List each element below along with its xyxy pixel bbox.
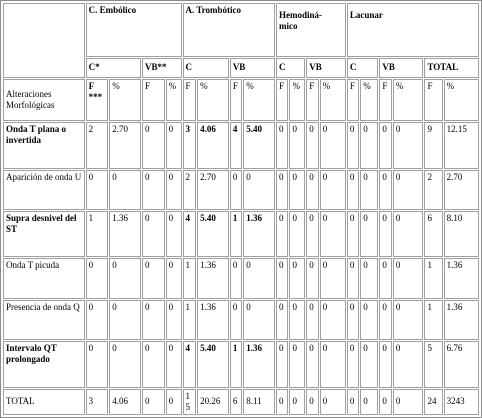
table-cell: 0 xyxy=(142,389,165,415)
table-cell: 15 xyxy=(183,389,197,415)
table-cell: 0 xyxy=(379,300,391,340)
group-header-trombotico: A. Trombótico xyxy=(183,3,275,57)
group-header-lacunar: Lacunar xyxy=(347,3,479,57)
table-cell: 0 xyxy=(289,341,305,387)
table-cell: 1 xyxy=(424,300,442,340)
table-cell: 0 xyxy=(347,258,359,298)
row-label: TOTAL xyxy=(3,389,85,415)
table-cell: 5.40 xyxy=(197,341,229,387)
column-header-cell: % xyxy=(444,79,479,121)
column-header-cell: % xyxy=(109,79,141,121)
table-cell: 0 xyxy=(289,389,305,415)
table-cell: 1 xyxy=(230,211,242,257)
sub-header-c-trombotico: C xyxy=(183,58,229,78)
group-header-hemodinamico: Hemodiná- mico xyxy=(276,3,346,57)
table-cell: 0 xyxy=(306,300,318,340)
table-row xyxy=(3,170,479,210)
sub-header-vb-hemodinamico: VB xyxy=(306,58,346,78)
table-cell: 0 xyxy=(347,300,359,340)
table-cell: 0 xyxy=(360,258,378,298)
column-header-cell: F xyxy=(276,79,288,121)
sub-header-c-lacunar: C xyxy=(347,58,379,78)
table-cell: 6 xyxy=(424,211,442,257)
column-header-row xyxy=(3,79,479,121)
table-cell: 0 xyxy=(166,170,182,210)
table-cell: 2.70 xyxy=(109,122,141,168)
table-cell: 0 xyxy=(166,300,182,340)
table-cell: 0 xyxy=(320,300,346,340)
table-row xyxy=(3,122,479,168)
table-cell: 0 xyxy=(320,170,346,210)
table-cell: 0 xyxy=(320,122,346,168)
table-cell: 2.70 xyxy=(444,170,479,210)
table-cell: 0 xyxy=(306,389,318,415)
table-cell: 0 xyxy=(230,258,242,298)
table-cell: 0 xyxy=(306,211,318,257)
table-cell: 0 xyxy=(276,170,288,210)
table-cell: 0 xyxy=(347,170,359,210)
row-label: Onda T picuda xyxy=(3,258,85,298)
table-cell: 1 xyxy=(230,341,242,387)
table-cell: 0 xyxy=(393,170,424,210)
column-header-cell: F xyxy=(424,79,442,121)
table-cell: 0 xyxy=(289,258,305,298)
table-cell: 0 xyxy=(166,122,182,168)
group-header-embolico: C. Embólico xyxy=(86,3,182,57)
table-cell: 0 xyxy=(276,211,288,257)
table-cell: 1 xyxy=(86,211,109,257)
row-label: Intervalo QT prolongado xyxy=(3,341,85,387)
column-header-cell: % xyxy=(166,79,182,121)
sub-header-vb-embolico: VB** xyxy=(142,58,182,78)
table-cell: 3243 xyxy=(444,389,479,415)
table-cell: 1.36 xyxy=(197,258,229,298)
table-cell: 0 xyxy=(360,300,378,340)
table-cell: 0 xyxy=(166,258,182,298)
table-cell: 2.70 xyxy=(197,170,229,210)
table-cell: 0 xyxy=(379,170,391,210)
table-cell: 0 xyxy=(347,211,359,257)
table-cell: 0 xyxy=(142,341,165,387)
table-row xyxy=(3,258,479,298)
table-cell: 0 xyxy=(320,211,346,257)
row-label: Presencia de onda Q xyxy=(3,300,85,340)
table-cell: 0 xyxy=(86,170,109,210)
table-cell: 0 xyxy=(320,389,346,415)
table-cell: 0 xyxy=(142,300,165,340)
table-row xyxy=(3,300,479,340)
table-cell: 6.76 xyxy=(444,341,479,387)
table-cell: 1 xyxy=(424,258,442,298)
table-cell: 0 xyxy=(347,389,359,415)
table-cell: 0 xyxy=(86,341,109,387)
table-cell: 0 xyxy=(109,300,141,340)
column-header-cell: % xyxy=(197,79,229,121)
row-label: Supra desnivel del ST xyxy=(3,211,85,257)
column-header-cell: F xyxy=(347,79,359,121)
column-header-cell: F xyxy=(183,79,197,121)
table-cell: 0 xyxy=(86,300,109,340)
table-cell: 1.36 xyxy=(109,211,141,257)
table-cell: 0 xyxy=(360,122,378,168)
table-cell: 0 xyxy=(393,389,424,415)
table-cell: 0 xyxy=(166,389,182,415)
table-cell: 3 xyxy=(86,389,109,415)
table-cell: 0 xyxy=(306,122,318,168)
table-cell: 0 xyxy=(360,170,378,210)
table-cell: 2 xyxy=(183,170,197,210)
table-cell: 0 xyxy=(347,341,359,387)
table-cell: 1.36 xyxy=(243,341,275,387)
table-cell: 0 xyxy=(379,341,391,387)
table-cell: 9 xyxy=(424,122,442,168)
column-header-cell: % xyxy=(320,79,346,121)
table-cell: 4.06 xyxy=(109,389,141,415)
table-cell: 8.11 xyxy=(243,389,275,415)
table-cell: 20.26 xyxy=(197,389,229,415)
table-cell: 0 xyxy=(276,300,288,340)
table-cell: 0 xyxy=(289,122,305,168)
table-cell: 1.36 xyxy=(197,300,229,340)
table-cell: 0 xyxy=(360,341,378,387)
column-header-cell: F xyxy=(230,79,242,121)
table-cell: 1.36 xyxy=(444,258,479,298)
table-cell: 0 xyxy=(393,122,424,168)
table-cell: 2 xyxy=(424,170,442,210)
table-cell: 0 xyxy=(109,258,141,298)
table-cell: 0 xyxy=(360,211,378,257)
table-cell: 0 xyxy=(379,211,391,257)
table-cell: 0 xyxy=(230,300,242,340)
table-cell: 0 xyxy=(306,258,318,298)
row-label: Aparición de onda U xyxy=(3,170,85,210)
table-cell: 0 xyxy=(276,341,288,387)
table-cell: 0 xyxy=(166,211,182,257)
table-cell: 8.10 xyxy=(444,211,479,257)
table-cell: 0 xyxy=(393,341,424,387)
sub-header-c-hemodinamico: C xyxy=(276,58,305,78)
table-cell: 0 xyxy=(243,258,275,298)
table-row xyxy=(3,211,479,257)
table-cell: 24 xyxy=(424,389,442,415)
table-cell: 0 xyxy=(142,211,165,257)
table-cell: 4 xyxy=(183,211,197,257)
table-cell: 4 xyxy=(230,122,242,168)
sub-header-c-embolico: C* xyxy=(86,58,141,78)
table-cell: 4 xyxy=(183,341,197,387)
table-cell: 1.36 xyxy=(243,211,275,257)
table-cell: 6 xyxy=(230,389,242,415)
table-cell: 0 xyxy=(320,341,346,387)
table-cell: 0 xyxy=(393,258,424,298)
table-cell: 0 xyxy=(347,122,359,168)
table-cell: 0 xyxy=(243,300,275,340)
table-cell: 0 xyxy=(142,122,165,168)
table-cell: 0 xyxy=(230,170,242,210)
table-cell: 5.40 xyxy=(197,211,229,257)
table-cell: 0 xyxy=(142,258,165,298)
table-cell: 1 xyxy=(183,300,197,340)
table-cell: 0 xyxy=(379,258,391,298)
table-cell: 3 xyxy=(183,122,197,168)
table-cell: 0 xyxy=(109,341,141,387)
table-cell: 0 xyxy=(276,258,288,298)
table-cell: 0 xyxy=(393,300,424,340)
corner-cell xyxy=(3,3,85,78)
table-cell: 0 xyxy=(306,341,318,387)
column-header-cell: F *** xyxy=(86,79,109,121)
ecg-alterations-table xyxy=(2,2,480,416)
table-cell: 0 xyxy=(289,170,305,210)
column-header-cell: % xyxy=(289,79,305,121)
sub-header-vb-trombotico: VB xyxy=(230,58,275,78)
column-header-cell: % xyxy=(243,79,275,121)
column-header-cell: % xyxy=(360,79,378,121)
table-row xyxy=(3,341,479,387)
table-cell: 0 xyxy=(379,389,391,415)
column-header-cell: F xyxy=(306,79,318,121)
table-cell: 5.40 xyxy=(243,122,275,168)
table-cell: 0 xyxy=(306,170,318,210)
column-header-first: Alteraciones Morfológicas xyxy=(3,79,85,121)
table-cell: 12.15 xyxy=(444,122,479,168)
table-cell: 0 xyxy=(320,258,346,298)
table-cell: 0 xyxy=(109,170,141,210)
table-cell: 0 xyxy=(360,389,378,415)
table-row xyxy=(3,389,479,415)
row-label: Onda T plana o invertida xyxy=(3,122,85,168)
sub-header-total: TOTAL xyxy=(424,58,479,78)
sub-header-vb-lacunar: VB xyxy=(379,58,423,78)
table-cell: 5 xyxy=(424,341,442,387)
table-cell: 2 xyxy=(86,122,109,168)
table-cell: 0 xyxy=(276,389,288,415)
group-header-row xyxy=(3,3,479,57)
table-cell: 1 xyxy=(183,258,197,298)
table-cell: 0 xyxy=(379,122,391,168)
table-cell: 0 xyxy=(289,300,305,340)
table-cell: 0 xyxy=(289,211,305,257)
column-header-cell: % xyxy=(393,79,424,121)
table-cell: 4.06 xyxy=(197,122,229,168)
table-cell: 0 xyxy=(243,170,275,210)
column-header-cell: F xyxy=(142,79,165,121)
table-cell: 0 xyxy=(142,170,165,210)
table-cell: 0 xyxy=(166,341,182,387)
table-cell: 0 xyxy=(276,122,288,168)
column-header-cell: F xyxy=(379,79,391,121)
table-cell: 1.36 xyxy=(444,300,479,340)
table-cell: 0 xyxy=(393,211,424,257)
table-cell: 0 xyxy=(86,258,109,298)
